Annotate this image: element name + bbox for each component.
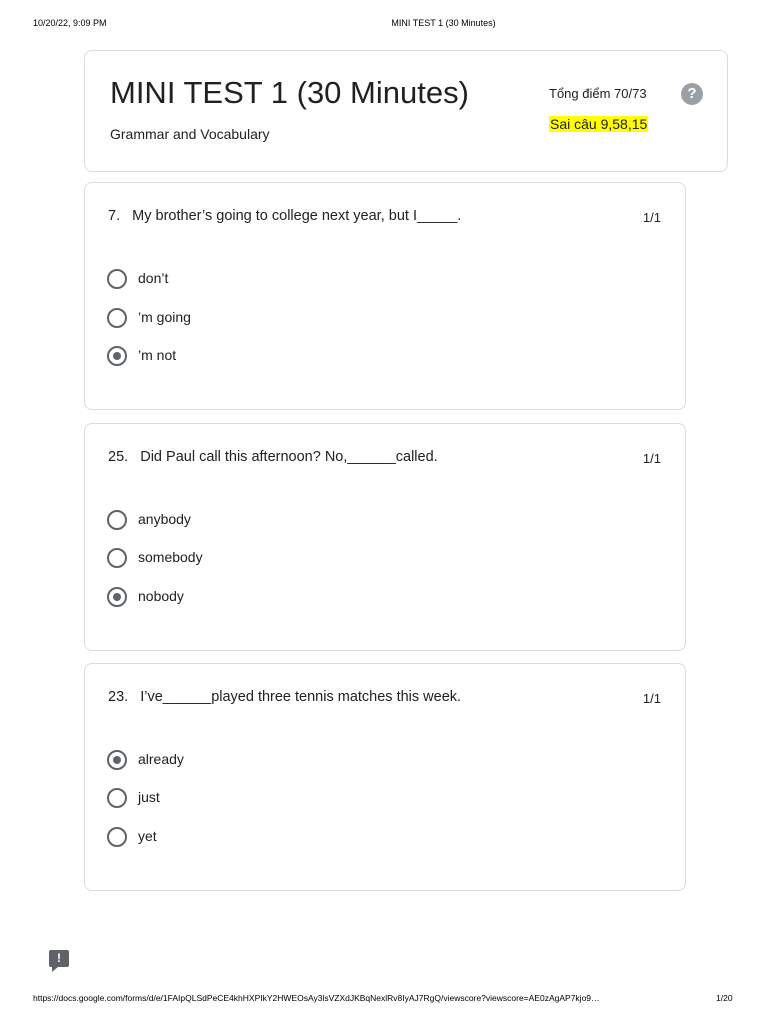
radio-button[interactable] — [107, 827, 127, 847]
radio-button[interactable] — [107, 548, 127, 568]
option-label: nobody — [138, 588, 184, 604]
question-text: 25. Did Paul call this afternoon? No,______called. — [108, 449, 438, 465]
print-footer — [0, 993, 768, 1007]
radio-button[interactable] — [107, 269, 127, 289]
option-label: somebody — [138, 549, 203, 565]
radio-button-selected[interactable] — [107, 587, 127, 607]
report-feedback-icon[interactable]: ! — [49, 950, 69, 967]
question-points: 1/1 — [642, 451, 661, 466]
option-label: ’m going — [138, 309, 191, 325]
form-description: Grammar and Vocabulary — [110, 126, 270, 142]
form-header-card — [84, 50, 728, 172]
print-page-title: MINI TEST 1 (30 Minutes) — [391, 18, 496, 28]
highlighted-note: Sai câu 9,58,15 — [550, 116, 648, 132]
page-number: 1/20 — [716, 993, 733, 1003]
radio-button[interactable] — [107, 788, 127, 808]
page-url: https://docs.google.com/forms/d/e/1FAIpQLSdPeCE4khHXPIkY2HWEOsAy3lsVZXdJKBqNexlRv8IyAJ7RgQ/viewscore?viewscore=AE0zAgAP7kjo9… — [33, 993, 600, 1003]
option-label: ’m not — [138, 347, 177, 363]
question-card — [84, 423, 686, 651]
option-label: already — [138, 751, 184, 767]
option-label: just — [138, 789, 160, 805]
print-datetime: 10/20/22, 9:09 PM — [33, 18, 107, 28]
question-text: 7. My brother’s going to college next year, but I_____. — [108, 208, 462, 224]
option-label: don’t — [138, 270, 169, 286]
print-header — [0, 18, 768, 32]
help-icon[interactable]: ? — [681, 83, 703, 105]
question-text: 23. I’ve______played three tennis matches this week. — [108, 689, 462, 705]
option-label: anybody — [138, 511, 191, 527]
total-score: Tổng điểm 70/73 — [549, 86, 647, 101]
option-label: yet — [138, 828, 157, 844]
radio-button[interactable] — [107, 510, 127, 530]
radio-button[interactable] — [107, 308, 127, 328]
radio-button-selected[interactable] — [107, 750, 127, 770]
question-card — [84, 663, 686, 891]
question-card — [84, 182, 686, 410]
question-points: 1/1 — [642, 691, 661, 706]
question-points: 1/1 — [642, 210, 661, 225]
radio-button-selected[interactable] — [107, 346, 127, 366]
form-title: MINI TEST 1 (30 Minutes) — [110, 75, 469, 110]
